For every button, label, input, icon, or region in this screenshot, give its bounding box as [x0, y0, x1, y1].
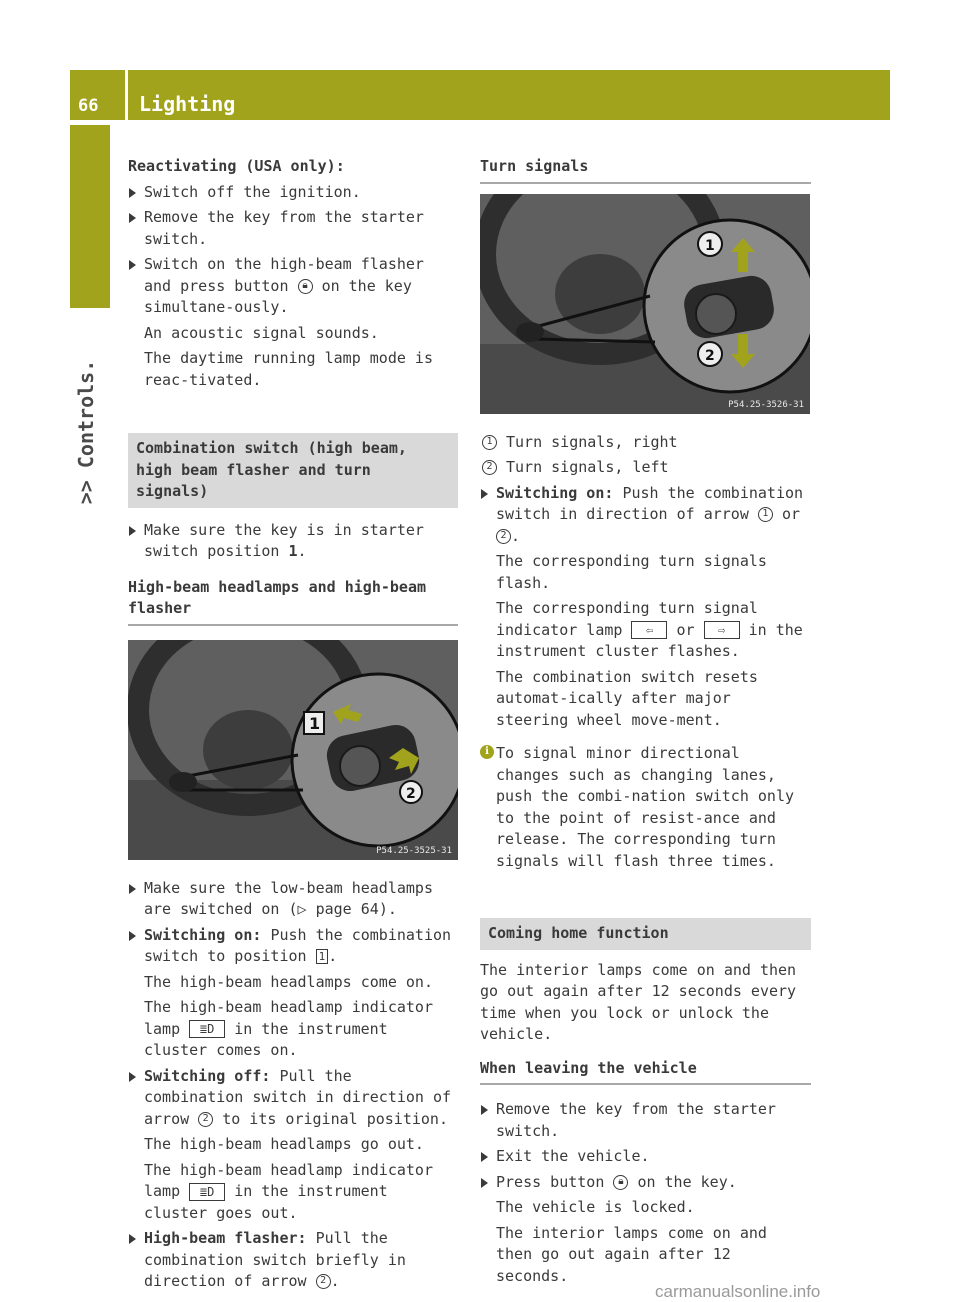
text: The high-beam headlamp indicator lamp [144, 1160, 433, 1200]
svg-text:1: 1 [705, 237, 715, 254]
text: Turn signals, left [506, 458, 669, 476]
leaving-vehicle-heading: When leaving the vehicle [480, 1058, 811, 1086]
paragraph: The interior lamps come on and then go out again after 12 seconds. [496, 1223, 767, 1285]
text: Push the combination switch in direction of arrow [496, 483, 804, 523]
paragraph [128, 997, 458, 1062]
photo-code: P54.25-3525-31 [376, 845, 452, 856]
photo-code: P54.25-3526-31 [728, 399, 804, 410]
watermark: carmanualsonline.info [655, 1282, 821, 1301]
text: Turn signals, right [506, 432, 678, 451]
list-item [128, 254, 458, 319]
high-beam-heading: High-beam headlamps and high-beam flasher [128, 577, 458, 626]
text: or [676, 620, 695, 639]
list-item [128, 878, 458, 921]
arrow-2-marker: 2 [496, 529, 511, 544]
paragraph: The combination switch resets automat-ically after major steering wheel move-ment. [496, 667, 758, 729]
text: on the key. [637, 1172, 737, 1191]
list-item: Remove the key from the starter switch. [128, 207, 458, 250]
marker-1: 1 [482, 435, 497, 450]
paragraph [480, 598, 811, 663]
turn-signal-photo [480, 194, 810, 414]
side-tab-label: >> Controls. [74, 359, 98, 505]
svg-text:1: 1 [309, 713, 321, 733]
svg-text:2: 2 [406, 785, 416, 802]
text: in the instrument cluster comes on. [144, 1019, 388, 1059]
arrow-2-marker: 2 [198, 1112, 213, 1127]
list-item: Switching on: Push the combination switch to position 1 . [128, 925, 458, 968]
text: in the instrument cluster flashes. [496, 620, 803, 660]
text: ). [378, 900, 397, 918]
list-item: Exit the vehicle. [480, 1146, 811, 1168]
label: High-beam flasher: [144, 1229, 307, 1247]
list-item [128, 1066, 458, 1131]
text: to its original position. [222, 1109, 448, 1128]
right-column [480, 156, 811, 1291]
paragraph: The high-beam headlamps go out. [144, 1135, 424, 1153]
arrow-1-marker: 1 [758, 507, 773, 522]
text: Pull the combination switch briefly in direction of arrow [144, 1229, 406, 1290]
coming-home-heading: Coming home function [480, 918, 811, 950]
combination-switch-heading: Combination switch (high beam, high beam flasher and turn signals) [128, 433, 458, 508]
high-beam-icon: ≣D [189, 1020, 225, 1038]
list-item: Switch off the ignition. [128, 182, 458, 204]
steering-column-illustration [128, 640, 458, 860]
label: Switching on: [144, 925, 262, 944]
label: Switching on: [496, 483, 614, 502]
list-item: High-beam flasher: Pull the combination switch briefly in direction of arrow 2 . [128, 1228, 458, 1293]
text: in the instrument cluster goes out. [144, 1182, 388, 1222]
lock-icon: 🔒︎ [613, 1175, 628, 1190]
paragraph: The corresponding turn signals flash. [496, 552, 767, 592]
text: Make sure the low-beam headlamps are switched on ( [144, 878, 433, 918]
list-item [480, 1172, 811, 1194]
text: To signal minor directional changes such as changing lanes, push the combi-nation switch only to the point of resist-ance and release. The corresponding turn signals will flash three times. [496, 744, 795, 870]
paragraph [128, 1160, 458, 1225]
text: Switch on the high-beam flasher and press button [144, 255, 424, 295]
turn-left-icon: ⇦ [631, 621, 667, 639]
high-beam-photo [128, 640, 458, 860]
paragraph: The daytime running lamp mode is reac-tivated. [144, 349, 433, 389]
side-tab-block [70, 125, 110, 308]
text: Push the combination switch to position [144, 925, 452, 965]
text: or [781, 505, 800, 523]
text: The high-beam headlamp indicator lamp [144, 998, 433, 1038]
marker-2: 2 [482, 460, 497, 475]
list-item: Remove the key from the starter switch. [480, 1099, 811, 1142]
position-box: 1 [316, 949, 329, 964]
paragraph: An acoustic signal sounds. [144, 323, 379, 342]
reactivating-title: Reactivating (USA only): [128, 157, 345, 175]
turn-right-icon: ⇨ [704, 621, 740, 639]
text: Press button [496, 1172, 605, 1191]
page-reference: ▷ page 64 [297, 900, 379, 918]
text: Make sure the key is in starter switch position [144, 520, 424, 560]
left-column [128, 156, 458, 1297]
paragraph: The high-beam headlamps come on. [144, 972, 433, 991]
info-icon: i [480, 745, 494, 759]
label: Switching off: [144, 1066, 271, 1085]
turn-signal-illustration [480, 194, 810, 414]
paragraph: The vehicle is locked. [496, 1198, 695, 1216]
info-note [480, 743, 811, 872]
position-value: 1 [288, 542, 298, 560]
section-title: Lighting [139, 92, 236, 116]
paragraph: The interior lamps come on and then go out again after 12 seconds every time when you lock or unlock the vehicle. [480, 960, 797, 1043]
high-beam-icon: ≣D [189, 1183, 225, 1201]
arrow-2-marker: 2 [316, 1274, 331, 1289]
lock-icon: 🔒︎ [298, 279, 313, 294]
legend-item [480, 457, 811, 479]
header-separator [125, 70, 128, 120]
text: The corresponding turn signal indicator lamp [496, 599, 758, 639]
page-number: 66 [78, 96, 99, 116]
list-item: Switching on: Push the combination switch in direction of arrow 1 or 2 . [480, 483, 811, 548]
text: on the key simultane-ously. [144, 276, 412, 316]
list-item: Make sure the key is in starter switch position 1. [128, 520, 458, 563]
legend-item [480, 432, 811, 454]
text: Pull the combination switch in direction of arrow [144, 1066, 452, 1128]
turn-signals-heading: Turn signals [480, 156, 811, 184]
svg-text:2: 2 [705, 347, 715, 364]
